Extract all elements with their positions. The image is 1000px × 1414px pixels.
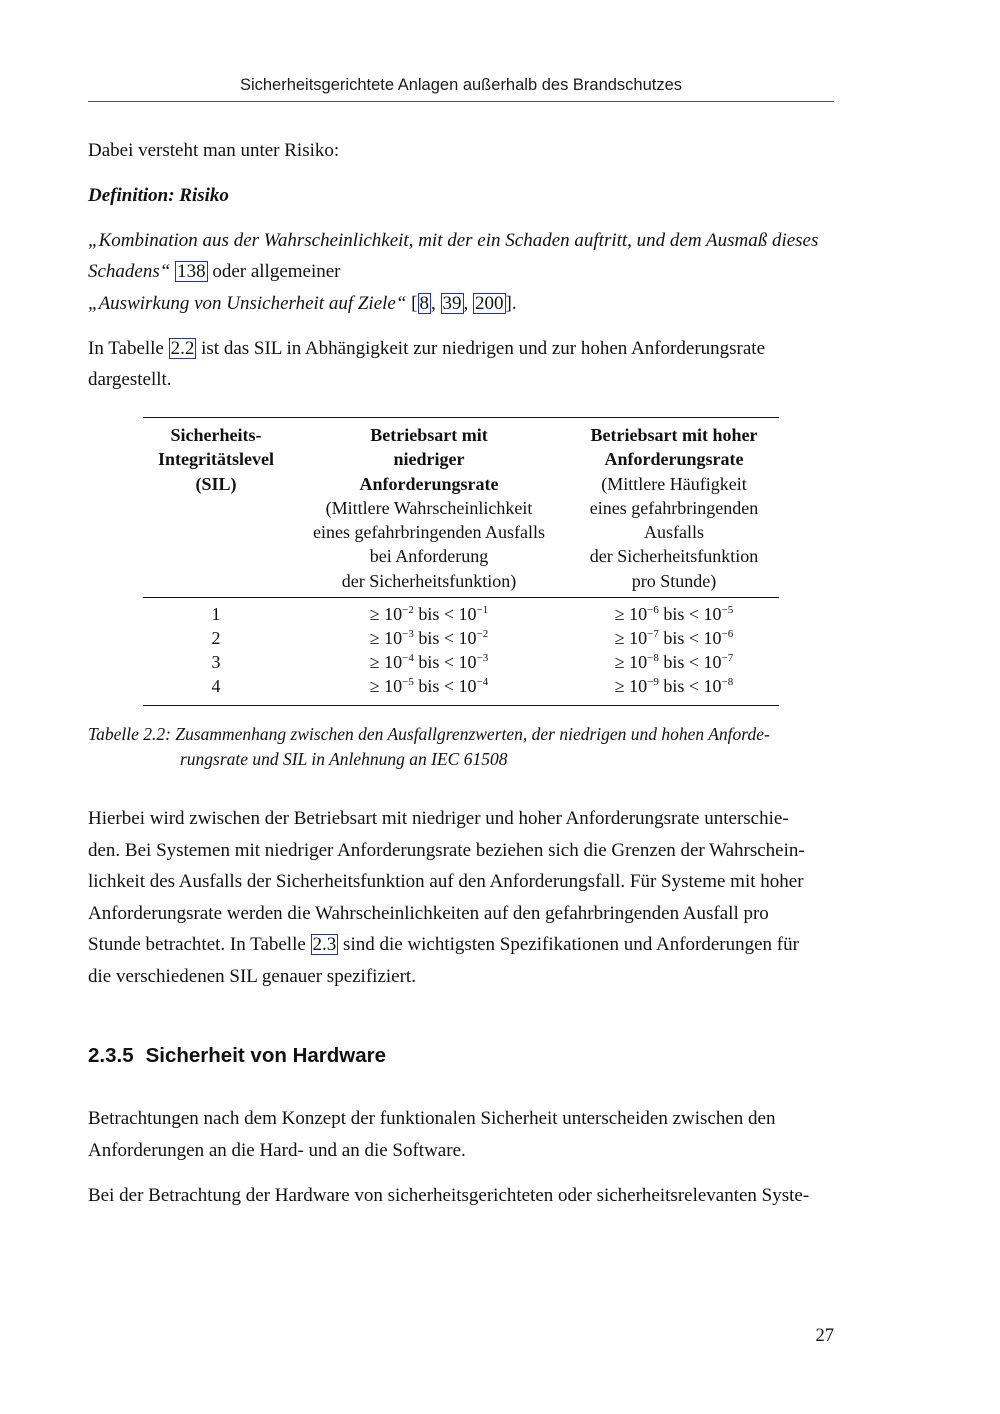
table-top-rule — [143, 417, 779, 418]
table-header-sil — [143, 423, 289, 496]
paragraph-line: Hierbei wird zwischen der Betriebsart mit niedriger und hoher Anforderungsrate unterschie- — [88, 808, 789, 829]
table-intro-after: ist das SIL in Abhängigkeit zur niedrigen und zur hohen Anforderungsrate — [201, 338, 766, 359]
quote2: „Auswirkung von Unsicherheit auf Ziele“ — [88, 293, 407, 314]
table-header-low-demand — [289, 423, 569, 593]
header-text: (Mittlere Häufigkeit — [601, 473, 747, 494]
header-rule — [88, 101, 834, 102]
section-title: Sicherheit von Hardware — [145, 1044, 386, 1067]
header-text: der Sicherheitsfunktion) — [341, 570, 517, 591]
intro-paragraph: Dabei versteht man unter Risiko: — [88, 140, 340, 161]
paragraph-line: Anforderungen an die Hard- und an die Software. — [88, 1139, 466, 1161]
header-text: eines gefahrbringenden Ausfalls — [313, 522, 545, 543]
cell-sil: 1 — [211, 604, 221, 624]
table-row — [143, 602, 779, 626]
header-text: Anforderungsrate — [359, 473, 499, 494]
header-text: Sicherheits- — [170, 425, 262, 445]
header-text: Betriebsart mit — [370, 425, 488, 445]
header-text: Betriebsart mit hoher — [590, 425, 758, 445]
header-text: niedriger — [393, 449, 465, 470]
section-heading — [88, 1044, 386, 1068]
header-text: bei Anforderung — [369, 546, 489, 567]
table-row — [143, 674, 779, 698]
table-ref-link[interactable]: 2.2 — [170, 338, 195, 359]
cell-sil: 2 — [211, 628, 221, 648]
connector-text: oder allgemeiner — [212, 261, 341, 282]
table-row — [143, 626, 779, 650]
caption-line2: rungsrate und SIL in Anlehnung an IEC 61508 — [180, 748, 508, 769]
citation-link[interactable]: 8 — [419, 293, 429, 314]
definition-label: Definition: Risiko — [88, 185, 229, 206]
cell-high-demand: ≥ $10^{-7}$ bis < $10^{-6}$ — [614, 628, 734, 648]
table-bottom-rule — [143, 705, 779, 706]
table-intro-line1 — [88, 333, 838, 365]
table-header-high-demand — [569, 423, 779, 593]
header-text: eines gefahrbringenden — [589, 497, 759, 518]
header-text: (SIL) — [195, 473, 237, 494]
citation-link[interactable]: 39 — [442, 293, 462, 314]
paragraph-line: lichkeit des Ausfalls der Sicherheitsfunktion auf den Anforderungsfall. Für Systeme mit hoher — [88, 871, 804, 892]
cell-low-demand: ≥ $10^{-2}$ bis < $10^{-1}$ — [369, 604, 489, 624]
definition-quote-line2 — [88, 256, 838, 288]
cell-high-demand: ≥ $10^{-8}$ bis < $10^{-7}$ — [614, 652, 734, 672]
definition-quote-line3: „Auswirkung von Unsicherheit auf Ziele“ [ 8 , 39 , 200 ]. — [88, 293, 517, 314]
table-intro-line2: dargestellt. — [88, 369, 172, 390]
cell-low-demand: ≥ $10^{-5}$ bis < $10^{-4}$ — [369, 676, 489, 696]
header-text: pro Stunde) — [631, 570, 717, 591]
caption-line1: Tabelle 2.2: Zusammenhang zwischen den Ausfallgrenzwerten, der niedrigen und hohen Anforde- — [88, 724, 770, 744]
header-text: der Sicherheitsfunktion — [589, 546, 759, 567]
paragraph-line: Betrachtungen nach dem Konzept der funktionalen Sicherheit unterscheiden zwischen den — [88, 1108, 776, 1129]
table-caption — [88, 722, 838, 771]
cell-sil: 3 — [211, 652, 221, 672]
table-intro-before: In Tabelle — [88, 338, 164, 359]
definition-quote-line1: „Kombination aus der Wahrscheinlichkeit, mit der ein Schaden auftritt, und dem Ausmaß dieses — [88, 230, 819, 251]
paragraph-line: Stunde betrachtet. In Tabelle 2.3 sind die wichtigsten Spezifikationen und Anforderungen für — [88, 934, 799, 955]
table-row — [143, 650, 779, 674]
header-text: Integritätslevel — [158, 449, 274, 470]
page-number: 27 — [815, 1326, 834, 1346]
table-header-rule — [143, 597, 779, 598]
header-text: Ausfalls — [644, 522, 704, 543]
cell-high-demand: ≥ $10^{-6}$ bis < $10^{-5}$ — [614, 604, 734, 624]
table-ref-link[interactable]: 2.3 — [312, 934, 337, 955]
quote1-end: Schadens“ — [88, 261, 171, 282]
paragraph-line: die verschiedenen SIL genauer spezifiziert. — [88, 965, 416, 987]
citation-link[interactable]: 200 — [475, 293, 504, 314]
cell-low-demand: ≥ $10^{-3}$ bis < $10^{-2}$ — [369, 628, 489, 648]
paragraph-line: Anforderungsrate werden die Wahrscheinlichkeiten auf den gefahrbringenden Ausfall pro — [88, 902, 769, 924]
running-header: Sicherheitsgerichtete Anlagen außerhalb des Brandschutzes — [239, 76, 683, 94]
cell-high-demand: ≥ $10^{-9}$ bis < $10^{-8}$ — [614, 676, 734, 696]
citation-link[interactable]: 138 — [177, 261, 206, 282]
header-text: Anforderungsrate — [604, 449, 744, 470]
section-number: 2.3.5 — [88, 1044, 134, 1067]
header-text: (Mittlere Wahrscheinlichkeit — [325, 497, 533, 518]
cell-sil: 4 — [211, 676, 221, 696]
cell-low-demand: ≥ $10^{-4}$ bis < $10^{-3}$ — [369, 652, 489, 672]
paragraph-line: Bei der Betrachtung der Hardware von sicherheitsgerichteten oder sicherheitsrelevanten Syste- — [88, 1185, 810, 1206]
paragraph-line: den. Bei Systemen mit niedriger Anforderungsrate beziehen sich die Grenzen der Wahrschein- — [88, 839, 805, 861]
